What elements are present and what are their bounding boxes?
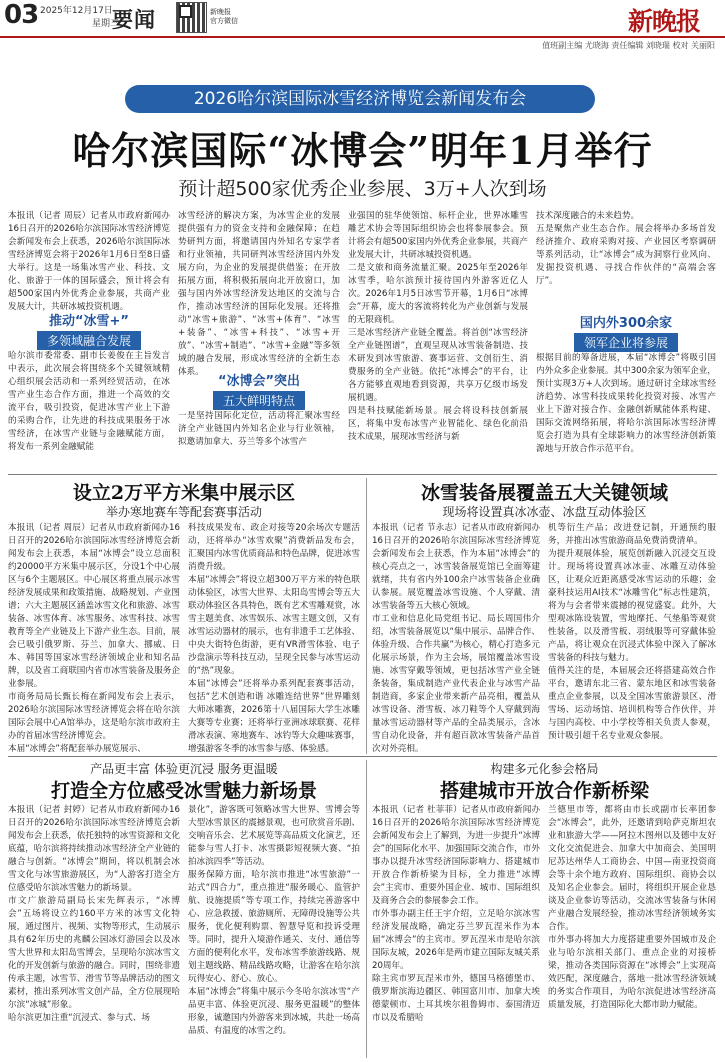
qr-caption: 新晚报 官方微信 <box>210 8 238 25</box>
section-c-col1: 本报讯（记者 封婷）记者从市政府新闻办16日召开的2026哈尔滨国际冰雪经济博览会新闻发布会上获悉，依托独特的冰雪资源和文化底蕴，哈尔滨将持续推动冰雪经济全产业链的融合与创新。“冰博会”期间，将以机制会冰雪文化与冰雪旅游展区，为“人游客打造全方位感受哈尔滨冰雪魅力的新场景。 市文广旅游局副局长宋先辉表示，“冰博会”五场将设立约160平方米的冰雪文化特展，通过图片、视频、实物等形式，生动展示具有62年历史的兆麟公园冰灯游园会以及冰雪大世界和太阳岛雪博会，呈现哈尔滨冰雪文化的开发创新与旅游的融合。同时，围绕非遗传承主题，冰雪节、滑雪节等品牌活动的图文素材，推出系列冰雪文创产品，全方位展现哈尔滨“冰城”形象。 哈尔滨更加注重“沉浸式、参与式、场 <box>8 805 180 1023</box>
section-b-subtitle: 现场将设置真冰冰壶、冰盘互动体验区 <box>442 505 647 519</box>
issue-date: 2025年12月17日 <box>40 6 113 16</box>
main-headline: 哈尔滨国际“冰博会”明年1月举行 <box>72 128 653 173</box>
section-c-col2: 景化”，游客既可领略冰雪大世界、雪博会等大型冰雪景区的震撼景观，也可欣赏音乐剧、交响音乐会、艺术展览等高品质文化演艺，还能参与雪人打卡、冰雪摄影短视频大赛、“拍拍冰滨四季”等活动。 服务保障方面，哈尔滨市推进“冰雪旅游”一站式“四合力”，重点推进“服务暖心、监管护航、设施提质”等专项工作，持续完善游客中心、应急救援、旅游厕所、无障碍设施等公共服务，优化便利购票、智慧导览和投诉受理等。同时，提升入境游作通关、支付、通信等方面的便利化水平，发布冰雪季旅游线路、规划主题线路、精品线路攻略，让游客在哈尔滨玩得安心、舒心、放心。 本届“冰博会”将集中展示今冬哈尔滨冰雪“产品更丰富、体验更沉浸、服务更温暖”的整体形象，诚邀国内外游客来到冰城，共赴一场高品质、有温度的冰雪之约。 <box>188 805 360 1036</box>
lead-subhead-3 <box>536 312 716 352</box>
subhead-line1: 国内外300余家 <box>579 316 673 331</box>
lead-col2-text-b: 一是坚持国际化定位，活动将汇聚冰雪经济全产业链国内外知名企业与行业领袖，拟邀请加拿大、芬兰等多个冰雪产 <box>178 411 340 447</box>
newspaper-logo: 新晚报 <box>628 7 701 36</box>
section-c-kicker: 产品更丰富 体验更沉浸 服务更温暖 <box>90 762 278 776</box>
section-d-col1: 本报讯（记者 杜菲菲）记者从市政府新闻办16日召开的2026哈尔滨国际冰雪经济博览会新闻发布会上了解到，为进一步提升“冰博会”的国际化水平、加强国际交流合作，市外事办以提升冰雪经济国际影响力、搭建城市开放合作新桥梁为目标，全力推进“冰博会”主宾市、重要外国企业、城市、国际组织及商务合会的参展参会工作。 市外事办副主任王宇介绍，立足哈尔滨冰雪经济发展战略，确定芬兰罗瓦涅米作为本届“冰博会”的主宾市。罗瓦涅米市是哈尔滨国际友城，2026年是两市建立国际友城关系20周年。 除主宾市罗瓦涅米市外，德国马格德堡市、俄罗斯滨海边疆区、韩国富川市、加拿大埃德蒙顿市、土耳其埃尔祖鲁姆市、泰国清迈市以及希腊哈 <box>372 805 540 1023</box>
section-divider <box>8 474 717 475</box>
event-banner: 2026哈尔滨国际冰雪经济博览会新闻发布会 <box>125 85 595 113</box>
subhead-line1: “冰博会”突出 <box>217 374 301 389</box>
section-d-title: 搭建城市开放合作新桥梁 <box>439 780 649 802</box>
lead-col1-text-a: 本报讯（记者 周辰）记者从市政府新闻办16日召开的2026哈尔滨国际冰雪经济博览会新闻发布会上获悉，2026哈尔滨国际冰雪经济博览会将于2026年1月6日至8日盛大举行。这是一场集冰雪产业、科技、文化、旅游于一体的国际盛会，预计将会有超500家国内外优秀企业参展，共商产业发展大计，共研冰城投资机遇。 <box>8 211 170 312</box>
lead-col4-text-a: 技术深度融合的未来趋势。 五是聚焦产业生态合作。展会将举办多场首发经济推介、政府采购对接、产业园区考察调研等系列活动，让“冰博会”成为洞察行业风向、发掘投资机遇、寻找合作伙伴的“高端会客厅”。 <box>536 211 716 286</box>
section-name: 要闻 <box>112 7 156 32</box>
lead-subhead-2 <box>178 370 340 410</box>
subhead-line2: 五大鲜明特点 <box>213 391 305 410</box>
lead-col3-text: 业强国的驻华使领馆、标杆企业，世界冰雕雪雕艺术协会等国际组织协会也将参展参会。预计将会有超500家国内外优秀企业参展，共商产业发展大计，共研冰城投资机遇。 二是文旅和商务流量汇聚。2025年至2026年冰雪季，哈尔滨预计接待国内外游客近亿人次。2026年1月5日冰雪节开幕，1月6日“冰博会”开幕，庞大的客流将转化为产业创新与发展的无限商机。 三是冰雪经济产业链全覆盖。将首创“冰雪经济全产业链图谱”，直观呈现从冰雪装备制造、技术研发到冰雪旅游、赛事运营、文创衍生、消费服务的全产业链。依托“冰博会”的平台，让各方能够直观地看到资源，共享万亿级市场发展机遇。 四是科技赋能新场景。展会将设科技创新展区，将集中发布冰雪产业智能化、绿色化前沿技术成果，展现冰雪经济与新 <box>348 211 528 442</box>
column-divider <box>366 760 367 1058</box>
section-c-title: 打造全方位感受冰雪魅力新场景 <box>50 780 317 802</box>
subhead-line2: 领军企业将参展 <box>574 333 678 352</box>
subhead-line2: 多领域融合发展 <box>37 331 141 350</box>
page-number: 03 <box>4 0 39 30</box>
subhead-line1: 推动“冰雪+” <box>49 314 129 329</box>
lead-col2-text-a: 冰雪经济的解决方案，为冰雪企业的发展提供强有力的资金支持和金融保障；在趋势研判方面，将邀请国内外知名专家学者和行业领袖，共同研判冰雪经济国内外发展方向，为企业的发展提供借鉴；在开放拓展方面，将积极拓展向北开放窗口，加强与国内外冰雪经济发达地区的交流与合作，推动冰雪经济的国际化发展。还将推动“冰雪+旅游”、“冰雪+体育”、“冰雪+装备”、“冰雪+科技”、“冰雪+开放”、“冰雪+制造”、“冰雪+金融”等多领域的融合发展，形成冰雪经济的全新生态体系。 <box>178 211 340 377</box>
section-b-col1: 本报讯（记者 节永志）记者从市政府新闻办16日召开的2026哈尔滨国际冰雪经济博览会新闻发布会上获悉，作为本届“冰博会”的核心亮点之一，冰雪装备展览馆已全面筹建就绪，共有省内外100余户冰雪装备企业确认参展。展览覆盖冰雪设施、个人穿戴、清冰雪装备等五大核心领域。 市工业和信息化局党组书记、局长周国伟介绍，冰雪装备展览以“集中展示、品牌合作、体验升级、合作共赢”为核心，精心打造多元化展示场景，作为主会场，展馆覆盖冰雪设施、冰雪穿戴等领域，更包括冰雪产业全链条装备，集成制造产业代表企业与冰雪产品制造商，多家企业带来新产品亮相，覆盖从冰雪设备、滑雪板、冰刀鞋等个人穿戴到海量冰雪运动器材等产品的全品类展示，含冰雪自动化设备，并有超百款冰雪装备产品首次对外亮相。 <box>372 523 540 754</box>
column-divider <box>366 478 367 754</box>
section-b-col2: 机等衍生产品；改进登记制，开通预约服务，并推出冰雪旅游商品免费消费清单。 为提升观展体验，展览创新融入沉浸交互设计。现场将设置真冰冰壶、冰雕互动体验区，让观众近距离感受冰雪运动的乐趣；金豪科技运用AI技术“冰雕雪化”标志性建筑，将为与会者带来震撼的视觉盛宴。此外，大型观冰陈设装置，雪地摩托、气垫船等观赏性装备，以及滑雪板、羽绒服等可穿戴体验产品，将让观众在沉浸式体验中深入了解冰雪装备的科技与魅力。 值得关注的是，本届展会还将搭建高效合作平台，邀请东北三省、蒙东地区和冰雪装备重点企业参展，以及全国冰雪旅游景区、滑雪场、运动场馆、培训机构等合作伙伴，并与国内高校、中小学校等相关负责人参观，预计吸引超千名专业观众参展。 <box>548 523 716 741</box>
main-subheadline: 预计超500家优秀企业参展、3万+人次到场 <box>178 178 547 200</box>
section-b-title: 冰雪装备展覆盖五大关键领域 <box>420 482 668 504</box>
editor-credits: 值班副主编 尤晓海 责任编辑 刘晓瑞 校对 关丽阳 <box>542 41 715 50</box>
weekday: 星期三 <box>92 19 120 29</box>
section-a-title: 设立2万平方米集中展示区 <box>72 482 296 504</box>
lead-subhead-1 <box>8 310 170 350</box>
page-header <box>0 0 725 34</box>
header-rule <box>0 36 725 38</box>
lead-col1-text-b: 哈尔滨市委常委、副市长姜俊在主旨发言中表示，此次展会将围绕多个关键领域精心组织展会活动和一系列经贸活动，在冰雪产业生态合作方面，推进一个高效的交流平台，吸引投资，促进冰雪产业上下游的采购合作，让先进的科技成果服务于冰雪经济，在冰雪产业链与金融赋能方面，将发布一系列金融赋能 <box>8 351 170 452</box>
lead-col4-text-b: 根据目前的筹备进展，本届“冰博会”将吸引国内外众多企业参展。其中300余家为领军企业，预计实现3万+人次到场。通过研讨全球冰雪经济趋势、冰雪科技成果转化投资对接、冰雪产业上下游对接合作、金融创新赋能体系构建、国际交流网络拓展，将哈尔滨国际冰雪经济博览会打造为具有全球影响力的冰雪经济创新策源地与开放合作示范平台。 <box>536 353 716 454</box>
section-d-kicker: 构建多元化参会格局 <box>490 762 599 776</box>
section-divider <box>8 756 717 757</box>
section-d-col2: 兰德里市等，都将由市长或副市长率团参会“冰博会”，此外，还邀请到哈萨克斯坦农业和旅游大学——阿拉木图州以及德中友好文化交流促进会、加拿大中加商会、美国明尼苏达州华人工商协会、中国—南亚投资商会等十余个地方政府、国际组织、商协会以及知名企业参会。届时，将组织开展企业恳谈及企业参访等活动，交流冰雪装备与休闲产业融合发展经验，推动冰雪经济领域务实合作。 市外事办将加大力度搭建重要外国城市及企业与哈尔滨相关部门、重点企业的对接桥梁，推动各类国际资源在“冰博会”上实现高效匹配，深度融合，落地一批冰雪经济领域的务实合作项目，为哈尔滨促进冰雪经济高质量发展，打造国际化大都市助力赋能。 <box>548 805 716 1010</box>
section-a-col2: 科技成果发布、政企对接等20余场次专题活动，还将举办“冰雪欢聚”消费新品发布会，汇聚国内冰雪优质商品和特色品牌，促进冰雪消费升级。 本届“冰博会”将设立超300万平方米的特色联动体验区，冰雪大世界、太阳岛雪博会等五大联动体验区各具特色，既有艺术雪雕观赏，冰雪主题美食、冰雪娱乐、冰雪主题文创，又有冰雪运动器材的展示，也有非遗手工艺体验、中央大街特色街游，更有VR滑雪体验、电子沙盘演示等科技互动，呈现全民参与冰雪运动的“热”现象。 本届“冰博会”还将举办系列配套赛事活动，包括“艺术创造和谐 冰雕连结世界”世界雕刻大师冰雕赛，2026第十八届国际大学生冰雕大赛等专业赛；还将举行亚洲冰球联赛、花样滑冰表演、寒地赛车、冰钓等大众趣味赛事，增强游客冬季的冰雪参与感、体验感。 <box>188 523 360 754</box>
section-a-subtitle: 举办寒地赛车等配套赛事活动 <box>105 505 262 519</box>
qr-code-icon[interactable] <box>176 2 207 33</box>
section-a-col1: 本报讯（记者 周辰）记者从市政府新闻办16日召开的2026哈尔滨国际冰雪经济博览会新闻发布会上获悉，本届“冰博会”设立总面积约20000平方米集中展示区，分设1个中心展区与6个主题展区。中心展区将重点展示冰雪经济发展成果和政策措施、战略规划、产业图谱；六大主题展区涵盖冰雪文化和旅游、冰雪装备、冰雪体育、冰雪服务、冰雪科技、冰雪教育等全产业链及上下游产业生态。目前，展会已吸引俄罗斯、芬兰、加拿大、挪威、日本、韩国等国家冰雪经济领域企业和知名品牌，以及省工商联国内省市冰雪装备及服务企业参展。 市商务局局长甄长梅在新闻发布会上表示，2026哈尔滨国际冰雪经济博览会将在哈尔滨国际会展中心A馆举办，这是哈尔滨市政府主办的首届冰雪经济博览会。 本届“冰博会”将配套举办展览展示、 <box>8 523 180 754</box>
